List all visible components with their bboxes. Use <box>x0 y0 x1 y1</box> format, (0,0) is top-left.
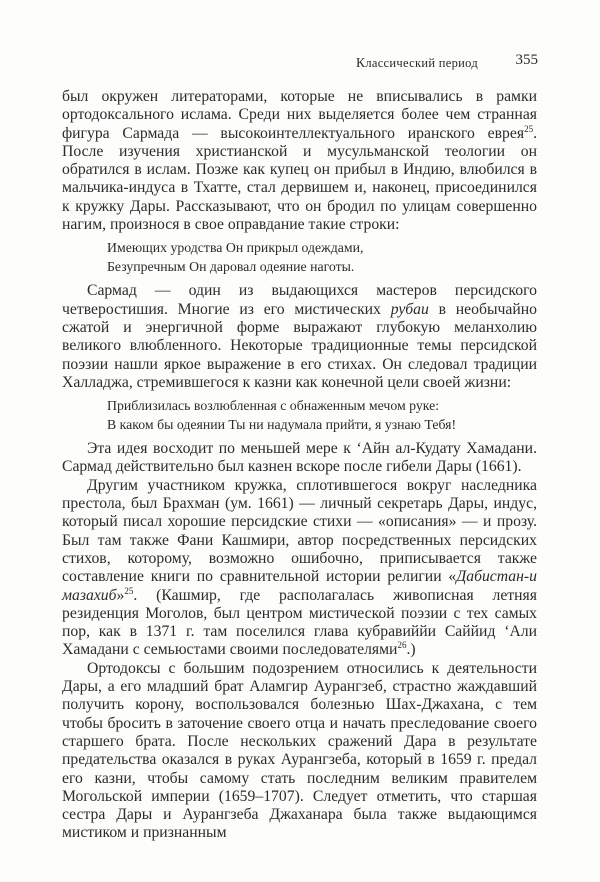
paragraph-1: был окружен литераторами, которые не вписывались в рамки ортодоксального ислама. Среди них выделяется более чем странная фигура Сармада — высокоинтеллектуального иранского еврея$^{25}$. После изучения христианской и мусульманской теологии он обратился в ислам. Позже как купец он прибыл в Индию, влюбился в мальчика-индуса в Тхатте, стал дервишем и, наконец, присоединился к кружку Дары. Рассказывают, что он бродил по улицам совершенно нагим, произнося в свое оправдание такие строки: <box>62 88 537 234</box>
verse-quote-1 <box>62 239 537 276</box>
footnote-ref: 25 <box>524 123 534 134</box>
paragraph-3: Эта идея восходит по меньшей мере к ‘Айн ал-Кудату Хамадани. Сармад действительно был казнен вскоре после гибели Дары (1661). <box>62 440 537 476</box>
verse-line: В каком бы одеянии Ты ни надумала прийти, я узнаю Тебя! <box>107 416 457 432</box>
page-number: 355 <box>515 52 538 68</box>
footnote-ref: 25 <box>124 585 134 596</box>
running-head-text: лассический период <box>365 56 478 70</box>
paragraph-5: Ортодоксы с большим подозрением относились к деятельности Дары, а его младший брат Аламгир Аурангзеб, страстно жаждавший получить корону, воспользовался болезнью Шах-Джахана, с тем чтобы бросить в заточение своего отца и начать преследование своего старшего брата. После нескольких сражений Дара в результате предательства оказался в руках Аурангзеба, который в 1659 г. предал его казни, чтобы самому стать последним великим правителем Могольской империи (1659–1707). Следует отметить, что старшая сестра Дары и Аурангзеба Джаханара была также выдающимся мистиком и признанным <box>62 659 537 842</box>
verse-line: Приблизилась возлюбленная с обнаженным мечом руке: <box>107 398 440 414</box>
verse-quote-2 <box>62 397 537 434</box>
page-header <box>62 52 538 74</box>
book-title: Дабистан-и мазахиб <box>62 568 537 604</box>
body-text <box>62 88 537 843</box>
term-rubai: рубаи <box>390 300 429 318</box>
running-head-initial: К <box>356 55 366 70</box>
running-head <box>356 55 478 71</box>
paragraph-4: Другим участником кружка, сплотившегося вокруг наследника престола, был Брахман (ум. 1661) — личный секретарь Дары, индус, который писал хорошие персидские стихи — «описания» — и прозу. Был там также Фани Кашмири, автор посредственных персидских стихов, которому, возможно ошибочно, приписывается также составление книги по сравнительной истории религии «Дабистан-и мазахиб»$^{25}$. (Кашмир, где располагалась живописная летняя резиденция Моголов, был центром мистической поэзии с тех самых пор, как в 1371 г. там поселился глава кубравиййи Саййид ‘Али Хамадани с семьюстами своими последователями$^{26}$.) <box>62 476 537 659</box>
footnote-ref: 26 <box>397 640 407 651</box>
paragraph-2: Сармад — один из выдающихся мастеров персидского четверостишия. Многие из его мистических рубаи в необычайно сжатой и энергичной форме выражают глубокую меланхолию великого влюбленного. Некоторые традиционные темы персидской поэзии нашли яркое выражение в его стихах. Он следовал традиции Халладжа, стремившегося к казни как конечной цели своей жизни: <box>62 282 537 391</box>
verse-line: Имеющих уродства Он прикрыл одеждами, <box>107 240 364 256</box>
verse-line: Безупречным Он даровал одеяние наготы. <box>107 258 355 274</box>
